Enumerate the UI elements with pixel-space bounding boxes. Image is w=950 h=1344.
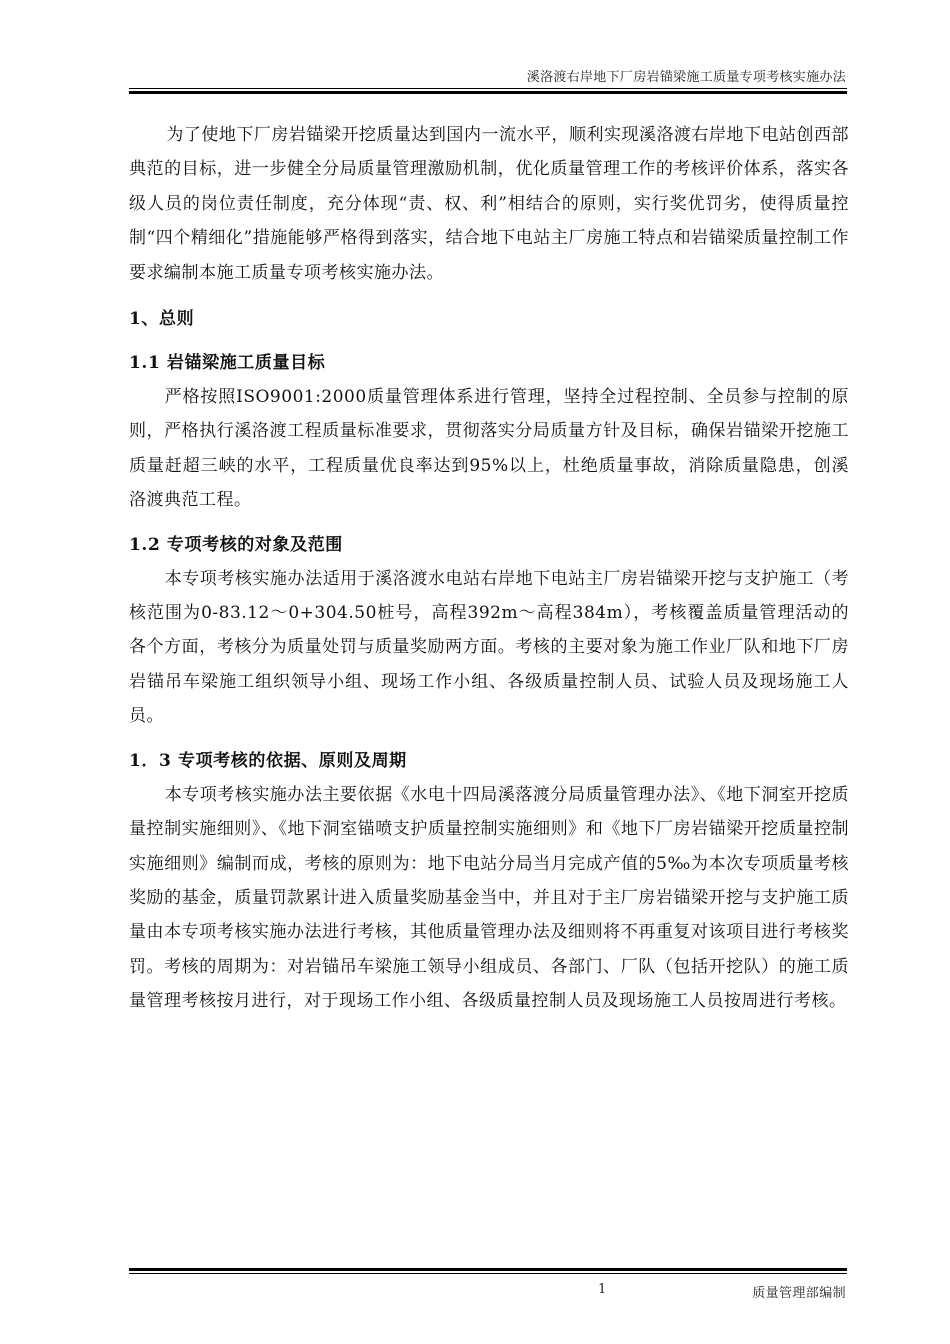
footer-department-note: 质量管理部编制 — [752, 1286, 846, 1301]
subsection-heading-scope: 1.2 专项考核的对象及范围 — [129, 534, 343, 555]
intro-paragraph: 为了使地下厂房岩锚梁开挖质量达到国内一流水平，顺利实现溪洛渡右岸地下电站创西部典范的目标，进一步健全分局质量管理激励机制，优化质量管理工作的考核评价体系，落实各级人员的岗位责任制度，充分体现“责、权、利”相结合的原则，实行奖优罚劣，使得质量控制“四个精细化”措施能够严格得到落实，结合地下电站主厂房施工特点和岩锚梁质量控制工作要求编制本施工质量专项考核实施办法。 — [129, 125, 849, 283]
subsection-heading-basis: 1．3 专项考核的依据、原则及周期 — [129, 750, 407, 771]
scope-paragraph: 本专项考核实施办法适用于溪洛渡水电站右岸地下电站主厂房岩锚梁开挖与支护施工（考核范围为0-83.12～0+304.50桩号，高程392m～高程384m），考核覆盖质量管理活动的各个方面，考核分为质量处罚与质量奖励两方面。考核的主要对象为施工作业厂队和地下厂房岩锚吊车梁施工组织领导小组、现场工作小组、各级质量控制人员、试验人员及现场施工人员。 — [129, 568, 849, 727]
header-rule-thick — [129, 91, 847, 94]
page-number: 1 — [598, 1282, 607, 1297]
subsection-heading-quality-goal: 1.1 岩锚梁施工质量目标 — [129, 353, 326, 374]
section-heading-general: 1、总则 — [129, 309, 195, 330]
document-header-title: 溪洛渡右岸地下厂房岩锚梁施工质量专项考核实施办法 — [526, 70, 846, 85]
header-rule-thin — [129, 88, 847, 89]
basis-paragraph: 本专项考核实施办法主要依据《水电十四局溪落渡分局质量管理办法》、《地下洞室开挖质量控制实施细则》、《地下洞室锚喷支护质量控制实施细则》和《地下厂房岩锚梁开挖质量控制实施细则》编制而成，考核的原则为：地下电站分局当月完成产值的5‰为本次专项质量考核奖励的基金，质量罚款累计进入质量奖励基金当中，并且对于主厂房岩锚梁开挖与支护施工质量由本专项考核实施办法进行考核，其他质量管理办法及细则将不再重复对该项目进行考核奖罚。考核的周期为：对岩锚吊车梁施工领导小组成员、各部门、厂队（包括开挖队）的施工质量管理考核按月进行，对于现场工作小组、各级质量控制人员及现场施工人员按周进行考核。 — [129, 784, 849, 1012]
document-body — [129, 118, 849, 1019]
quality-goal-paragraph: 严格按照ISO9001:2000质量管理体系进行管理，坚持全过程控制、全员参与控制的原则，严格执行溪洛渡工程质量标准要求，贯彻落实分局质量方针及目标，确保岩锚梁开挖施工质量赶超三峡的水平，工程质量优良率达到95%以上，杜绝质量事故，消除质量隐患，创溪洛渡典范工程。 — [129, 387, 849, 511]
footer-rule-thin — [129, 1273, 847, 1274]
footer-rule-thick — [129, 1268, 847, 1271]
